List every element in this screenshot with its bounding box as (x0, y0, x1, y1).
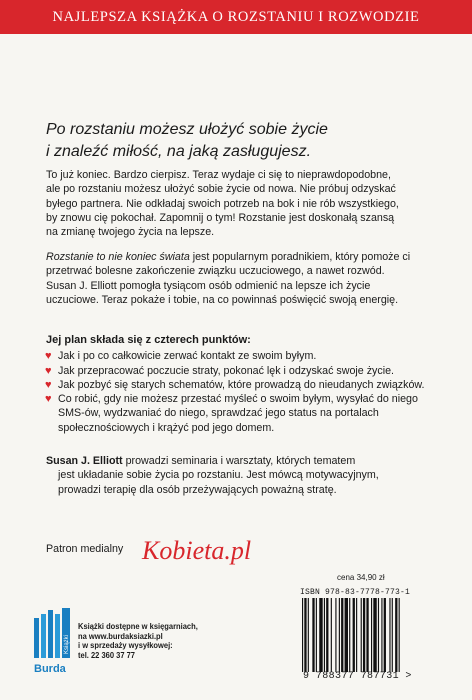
tagline-line-1: Po rozstaniu możesz ułożyć sobie życie (46, 121, 328, 138)
publisher-info (78, 622, 198, 660)
barcode-bar (378, 598, 379, 672)
barcode-bar (345, 598, 348, 672)
author-line: prowadzi terapię dla osób przeżywających poważną stratę. (58, 483, 337, 496)
barcode-bar (361, 598, 362, 672)
burda-brand-text: Burda (34, 663, 66, 675)
author-line: jest układanie sobie życia po rozstaniu. Jest mówcą motywacyjnym, (58, 469, 379, 482)
plan-section (46, 333, 446, 435)
barcode-bar (363, 598, 365, 672)
barcode-bar (389, 598, 390, 672)
barcode-bar (353, 598, 355, 672)
barcode-bar (366, 598, 368, 672)
intro-line: To już koniec. Bardzo cierpisz. Teraz wydaje ci się to nieprawdopodobne, (46, 169, 391, 181)
barcode-bar (341, 598, 343, 672)
barcode-bar (399, 598, 400, 672)
top-banner (0, 0, 472, 34)
barcode-bar (384, 598, 386, 672)
intro-line: na zmianę twojego życia na lepsze. (46, 226, 215, 239)
plan-item-text: Jak przepracować poczucie straty, pokonać lęk i odzyskać swoje życie. (58, 364, 395, 377)
author-line (46, 454, 446, 468)
barcode-bar (335, 598, 336, 672)
barcode-bar (381, 598, 382, 672)
book-title: Rozstanie to nie koniec świata (46, 251, 190, 263)
plan-item (46, 349, 446, 363)
plan-item-text: Co robić, gdy nie możesz przestać myśleć o swoim byłym, wysyłać do niego SMS-ów, wydzwaniać do niego, sprawdzać jego status na portalach społecznościowych i krążyć pod jego domem. (58, 393, 418, 434)
plan-list (46, 349, 446, 435)
publisher-line: na www.burdaksiazki.pl (78, 630, 163, 641)
heart-icon: ♥ (45, 378, 52, 391)
description-line-rest: jest popularnym poradnikiem, który pomoże ci (189, 251, 411, 263)
barcode-bar (392, 598, 393, 672)
plan-item (46, 364, 446, 378)
tagline-line-2: i znaleźć miłość, na jaką zasługujesz. (46, 143, 312, 160)
isbn-label: ISBN 978-83-7778-773-1 (300, 588, 411, 597)
author-name: Susan J. Elliott (46, 455, 123, 467)
author-bio (46, 454, 446, 497)
barcode-bar (302, 598, 303, 672)
barcode-bar (312, 598, 314, 672)
price-label: cena 34,90 zł (337, 573, 385, 582)
barcode (300, 598, 448, 672)
description-line (46, 250, 446, 264)
barcode-bar (304, 598, 306, 672)
barcode-bar (326, 598, 328, 672)
kobieta-logo (140, 525, 290, 573)
heart-icon: ♥ (45, 393, 52, 406)
barcode-bar (349, 598, 350, 672)
description-line: uczuciowe. Teraz pokaże i tobie, na co powinnaś poświęcić swoją energię. (46, 293, 399, 306)
plan-item (46, 378, 446, 392)
plan-item (46, 392, 446, 435)
plan-title: Jej plan składa się z czterech punktów: (46, 334, 251, 346)
intro-line: byłego partnera. Nie odkładaj swoich potrzeb na bok i nie rób wszystkiego, (46, 197, 399, 210)
intro-paragraph (46, 168, 446, 239)
author-line-rest: prowadzi seminaria i warsztaty, których tematem (122, 455, 356, 467)
publisher-line: Książki dostępne w księgarniach, (78, 621, 198, 631)
description-line: przetrwać bolesne zakończenie związku uczuciowego, a nawet rozwód. (46, 265, 385, 278)
description-line: Susan J. Elliott pomogła tysiącom osób odmienić na lepsze ich życie (46, 279, 371, 292)
publisher-line: tel. 22 360 37 77 (78, 649, 135, 660)
barcode-bar (339, 598, 340, 672)
barcode-bar (373, 598, 376, 672)
heart-icon: ♥ (45, 350, 52, 363)
barcode-bar (371, 598, 372, 672)
description-paragraph (46, 250, 446, 307)
patron-label: Patron medialny (46, 543, 124, 555)
banner-title: NAJLEPSZA KSIĄŻKA O ROZSTANIU I ROZWODZIE (52, 8, 420, 25)
intro-line: by znowu cię pokochał. Zapomnij o tym! Rozstanie jest doskonałą szansą (46, 211, 395, 224)
burda-vertical-text: Książki (64, 634, 70, 654)
intro-line: ale po rozstaniu możesz ułożyć sobie życie od nowa. Nie próbuj odzyskać (46, 183, 396, 196)
barcode-bar (319, 598, 322, 672)
barcode-bar (324, 598, 325, 672)
plan-item-text: Jak pozbyć się starych schematów, które prowadzą do nieudanych związków. (58, 378, 425, 391)
tagline (46, 119, 456, 163)
barcode-bar (308, 598, 309, 672)
barcode-digits: 9 788377 787731 > (303, 671, 412, 682)
barcode-bar (316, 598, 317, 672)
burda-books-logo (34, 608, 70, 678)
heart-icon: ♥ (45, 364, 52, 377)
barcode-bar (395, 598, 397, 672)
kobieta-logo-text: Kobieta.pl (142, 536, 252, 565)
barcode-bar (356, 598, 357, 672)
publisher-line: i w sprzedaży wysyłkowej: (78, 640, 173, 651)
plan-item-text: Jak i po co całkowicie zerwać kontakt ze swoim byłym. (58, 350, 317, 363)
barcode-bar (331, 598, 332, 672)
